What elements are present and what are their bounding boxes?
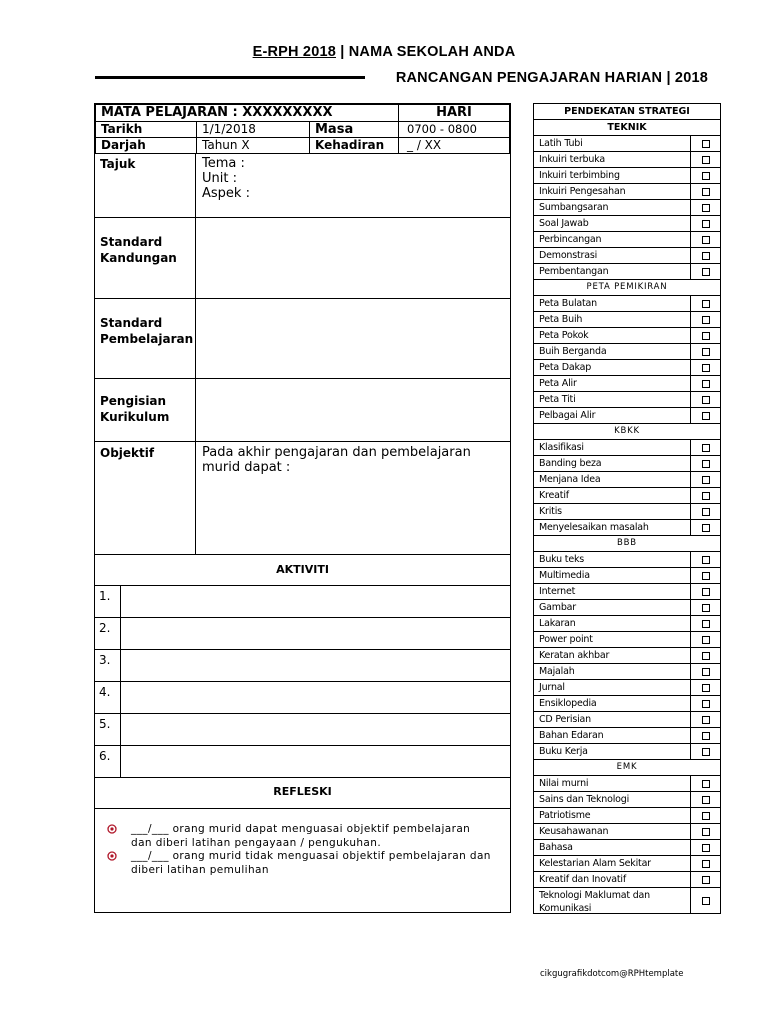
brand-title: E-RPH 2018	[252, 44, 336, 60]
strategy-option-row[interactable]	[534, 264, 720, 280]
strategy-option-label: Majalah	[534, 664, 691, 679]
objective-field[interactable]: Pada akhir pengajaran dan pembelajaran murid dapat :	[202, 445, 471, 475]
strategy-checkbox[interactable]	[691, 472, 720, 487]
strategy-option-label: Lakaran	[534, 616, 691, 631]
strategy-option-label: Keusahawanan	[534, 824, 691, 839]
target-bullet-icon	[107, 850, 131, 866]
strategy-checkbox[interactable]	[691, 840, 720, 855]
strategy-checkbox[interactable]	[691, 440, 720, 455]
strategy-option-row[interactable]	[534, 680, 720, 696]
strategy-option-label: Kritis	[534, 504, 691, 519]
strategy-checkbox[interactable]	[691, 584, 720, 599]
time-label: Masa	[310, 122, 399, 138]
strategy-checkbox[interactable]	[691, 872, 720, 887]
checkbox-square-icon	[702, 524, 710, 532]
time-value[interactable]: 0700 - 0800	[399, 122, 510, 138]
strategy-option-row[interactable]	[534, 712, 720, 728]
strategy-checkbox[interactable]	[691, 328, 720, 343]
strategy-option-label: Ensiklopedia	[534, 696, 691, 711]
checkbox-square-icon	[702, 236, 710, 244]
strategy-option-label: Pembentangan	[534, 264, 691, 279]
target-bullet-icon	[107, 823, 131, 839]
strategy-checkbox[interactable]	[691, 664, 720, 679]
strategy-checkbox[interactable]	[691, 184, 720, 199]
strategy-option-label: Peta Bulatan	[534, 296, 691, 311]
checkbox-square-icon	[702, 172, 710, 180]
strategy-option-label: Inkuiri Pengesahan	[534, 184, 691, 199]
header-title	[0, 44, 768, 60]
strategy-checkbox[interactable]	[691, 232, 720, 247]
strategy-option-row[interactable]	[534, 152, 720, 168]
strategy-option-row[interactable]	[534, 552, 720, 568]
curriculum-label: Pengisian Kurikulum	[95, 379, 196, 441]
checkbox-square-icon	[702, 156, 710, 164]
strategy-option-label: Perbincangan	[534, 232, 691, 247]
activity-row[interactable]	[95, 585, 510, 617]
strategy-checkbox[interactable]	[691, 680, 720, 695]
strategy-option-label: Klasifikasi	[534, 440, 691, 455]
checkbox-square-icon	[702, 380, 710, 388]
checkbox-square-icon	[702, 316, 710, 324]
strategy-checkbox[interactable]	[691, 296, 720, 311]
curriculum-section	[95, 378, 510, 441]
objective-label: Objektif	[95, 442, 196, 554]
strategy-option-label: Patriotisme	[534, 808, 691, 823]
activity-row[interactable]	[95, 649, 510, 681]
topic-theme: Tema :	[202, 156, 245, 171]
panel-section-heading: EMK	[534, 760, 720, 776]
strategy-option-label: Internet	[534, 584, 691, 599]
strategy-option-label: Menyelesaikan masalah	[534, 520, 691, 535]
checkbox-square-icon	[702, 476, 710, 484]
strategy-option-row[interactable]	[534, 440, 720, 456]
header-rule	[95, 76, 365, 79]
checkbox-square-icon	[702, 300, 710, 308]
strategy-option-row[interactable]	[534, 584, 720, 600]
checkbox-square-icon	[702, 796, 710, 804]
strategy-option-row[interactable]	[534, 184, 720, 200]
strategy-checkbox[interactable]	[691, 248, 720, 263]
strategy-option-label: Buku teks	[534, 552, 691, 567]
reflection-item: ___/___ orang murid dapat menguasai objektif pembelajaran dan diberi latihan pengayaan / pengukuhan.	[107, 823, 500, 850]
checkbox-square-icon	[702, 444, 710, 452]
checkbox-square-icon	[702, 860, 710, 868]
strategy-checkbox[interactable]	[691, 696, 720, 711]
attendance-label: Kehadiran	[310, 138, 399, 154]
strategy-option-row[interactable]	[534, 296, 720, 312]
strategy-option-label: Peta Titi	[534, 392, 691, 407]
strategy-option-row[interactable]	[534, 408, 720, 424]
activity-row[interactable]	[95, 745, 510, 777]
strategy-checkbox[interactable]	[691, 888, 720, 913]
strategy-option-label: CD Perisian	[534, 712, 691, 727]
checkbox-square-icon	[702, 732, 710, 740]
topic-section	[95, 153, 510, 217]
strategy-option-label: Keratan akhbar	[534, 648, 691, 663]
strategy-option-row[interactable]	[534, 856, 720, 872]
checkbox-square-icon	[702, 556, 710, 564]
strategy-checkbox[interactable]	[691, 376, 720, 391]
strategy-option-row[interactable]	[534, 488, 720, 504]
strategy-option-row[interactable]	[534, 616, 720, 632]
strategy-option-label: Inkuiri terbimbing	[534, 168, 691, 183]
date-value[interactable]: 1/1/2018	[197, 122, 310, 138]
panel-section-heading: TEKNIK	[534, 120, 720, 136]
checkbox-square-icon	[702, 668, 710, 676]
standard-content-field[interactable]	[196, 218, 510, 298]
checkbox-square-icon	[702, 588, 710, 596]
strategy-option-row[interactable]	[534, 504, 720, 520]
checkbox-square-icon	[702, 188, 710, 196]
standard-learning-section	[95, 298, 510, 378]
strategy-checkbox[interactable]	[691, 488, 720, 503]
activity-number: 3.	[95, 650, 121, 681]
activity-title: AKTIVITI	[95, 554, 510, 585]
strategy-option-row[interactable]	[534, 392, 720, 408]
strategy-option-row[interactable]	[534, 840, 720, 856]
strategy-option-row[interactable]	[534, 632, 720, 648]
checkbox-square-icon	[702, 844, 710, 852]
checkbox-square-icon	[702, 364, 710, 372]
checkbox-square-icon	[702, 268, 710, 276]
strategy-option-label: Menjana Idea	[534, 472, 691, 487]
checkbox-square-icon	[702, 700, 710, 708]
strategy-option-label: Soal Jawab	[534, 216, 691, 231]
checkbox-square-icon	[702, 780, 710, 788]
activity-row[interactable]	[95, 681, 510, 713]
objective-section	[95, 441, 510, 554]
strategy-checkbox[interactable]	[691, 728, 720, 743]
strategy-option-row[interactable]	[534, 472, 720, 488]
strategy-option-label: Banding beza	[534, 456, 691, 471]
strategy-checkbox[interactable]	[691, 312, 720, 327]
strategy-option-label: Kreatif	[534, 488, 691, 503]
strategy-checkbox[interactable]	[691, 408, 720, 423]
date-label: Tarikh	[96, 122, 197, 138]
strategy-option-row[interactable]	[534, 136, 720, 152]
checkbox-square-icon	[702, 396, 710, 404]
footer-credit: cikgugrafikdotcom@RPHtemplate	[540, 969, 684, 979]
header-subtitle: RANCANGAN PENGAJARAN HARIAN | 2018	[395, 70, 708, 86]
checkbox-square-icon	[702, 748, 710, 756]
strategy-checkbox[interactable]	[691, 520, 720, 535]
strategy-option-label: Bahasa	[534, 840, 691, 855]
strategy-option-label: Kreatif dan Inovatif	[534, 872, 691, 887]
info-table	[95, 104, 510, 154]
strategy-option-label: Latih Tubi	[534, 136, 691, 151]
activity-number: 4.	[95, 682, 121, 713]
strategy-option-label: Multimedia	[534, 568, 691, 583]
topic-label: Tajuk	[95, 154, 196, 217]
strategy-checkbox[interactable]	[691, 344, 720, 359]
checkbox-square-icon	[702, 876, 710, 884]
topic-aspect: Aspek :	[202, 186, 250, 201]
strategy-option-label: Kelestarian Alam Sekitar	[534, 856, 691, 871]
strategy-option-label: Peta Buih	[534, 312, 691, 327]
panel-title: PENDEKATAN STRATEGI	[534, 104, 720, 120]
checkbox-square-icon	[702, 348, 710, 356]
strategy-option-row[interactable]	[534, 600, 720, 616]
activity-row[interactable]	[95, 713, 510, 745]
strategy-checkbox[interactable]	[691, 744, 720, 759]
activity-number: 6.	[95, 746, 121, 777]
strategy-option-row[interactable]	[534, 728, 720, 744]
topic-fields[interactable]	[196, 154, 510, 217]
checkbox-square-icon	[702, 204, 710, 212]
strategy-checkbox[interactable]	[691, 392, 720, 407]
panel-section-heading: BBB	[534, 536, 720, 552]
class-value[interactable]: Tahun X	[197, 138, 310, 154]
strategy-option-label: Teknologi Maklumat dan Komunikasi	[534, 888, 691, 913]
checkbox-square-icon	[702, 897, 710, 905]
strategy-checkbox[interactable]	[691, 808, 720, 823]
checkbox-square-icon	[702, 220, 710, 228]
topic-unit: Unit :	[202, 171, 237, 186]
standard-content-section	[95, 217, 510, 298]
strategy-option-row[interactable]	[534, 776, 720, 792]
strategy-option-label: Nilai murni	[534, 776, 691, 791]
strategy-checkbox[interactable]	[691, 568, 720, 583]
strategy-option-label: Sumbangsaran	[534, 200, 691, 215]
attendance-value[interactable]: _ / XX	[399, 138, 510, 154]
strategy-option-row[interactable]	[534, 248, 720, 264]
strategy-option-row[interactable]	[534, 456, 720, 472]
strategy-checkbox[interactable]	[691, 616, 720, 631]
strategy-option-label: Inkuiri terbuka	[534, 152, 691, 167]
strategy-checkbox[interactable]	[691, 632, 720, 647]
strategy-option-row[interactable]	[534, 520, 720, 536]
strategy-checkbox[interactable]	[691, 712, 720, 727]
strategy-checkbox[interactable]	[691, 264, 720, 279]
activity-row[interactable]	[95, 617, 510, 649]
strategy-checkbox[interactable]	[691, 648, 720, 663]
subject-field[interactable]: MATA PELAJARAN : XXXXXXXXX	[96, 105, 399, 122]
panel-section-heading: KBKK	[534, 424, 720, 440]
strategy-option-row[interactable]	[534, 744, 720, 760]
checkbox-square-icon	[702, 460, 710, 468]
checkbox-square-icon	[702, 252, 710, 260]
standard-learning-field[interactable]	[196, 299, 510, 378]
school-name: NAMA SEKOLAH ANDA	[348, 44, 516, 60]
strategy-checkbox[interactable]	[691, 200, 720, 215]
strategy-checkbox[interactable]	[691, 168, 720, 183]
strategy-checkbox[interactable]	[691, 456, 720, 471]
strategy-panel	[533, 103, 721, 914]
strategy-option-row[interactable]	[534, 216, 720, 232]
strategy-option-label: Power point	[534, 632, 691, 647]
checkbox-square-icon	[702, 684, 710, 692]
strategy-option-label: Bahan Edaran	[534, 728, 691, 743]
strategy-checkbox[interactable]	[691, 136, 720, 151]
checkbox-square-icon	[702, 492, 710, 500]
strategy-option-row[interactable]	[534, 312, 720, 328]
reflection-title: REFLESKI	[95, 777, 510, 808]
strategy-option-label: Demonstrasi	[534, 248, 691, 263]
strategy-checkbox[interactable]	[691, 600, 720, 615]
day-field[interactable]: HARI	[399, 105, 510, 122]
strategy-option-row[interactable]	[534, 872, 720, 888]
strategy-option-row[interactable]	[534, 824, 720, 840]
strategy-option-label: Peta Alir	[534, 376, 691, 391]
curriculum-field[interactable]	[196, 379, 510, 441]
checkbox-square-icon	[702, 636, 710, 644]
strategy-option-label: Buih Berganda	[534, 344, 691, 359]
strategy-checkbox[interactable]	[691, 504, 720, 519]
reflection-item: ___/___ orang murid tidak menguasai objektif pembelajaran dan diberi latihan pemulihan	[107, 850, 500, 877]
strategy-checkbox[interactable]	[691, 216, 720, 231]
reflection-section[interactable]	[95, 808, 510, 913]
checkbox-square-icon	[702, 508, 710, 516]
checkbox-square-icon	[702, 604, 710, 612]
strategy-option-row[interactable]	[534, 200, 720, 216]
strategy-option-row[interactable]	[534, 664, 720, 680]
strategy-option-label: Buku Kerja	[534, 744, 691, 759]
checkbox-square-icon	[702, 828, 710, 836]
strategy-option-row[interactable]	[534, 568, 720, 584]
strategy-checkbox[interactable]	[691, 856, 720, 871]
strategy-option-row[interactable]	[534, 328, 720, 344]
strategy-option-label: Pelbagai Alir	[534, 408, 691, 423]
checkbox-square-icon	[702, 572, 710, 580]
checkbox-square-icon	[702, 140, 710, 148]
header-separator: |	[340, 44, 345, 60]
strategy-option-row[interactable]	[534, 792, 720, 808]
activity-number: 1.	[95, 586, 121, 617]
checkbox-square-icon	[702, 812, 710, 820]
strategy-checkbox[interactable]	[691, 776, 720, 791]
strategy-option-row[interactable]	[534, 168, 720, 184]
checkbox-square-icon	[702, 652, 710, 660]
strategy-checkbox[interactable]	[691, 824, 720, 839]
strategy-checkbox[interactable]	[691, 152, 720, 167]
strategy-option-row[interactable]	[534, 344, 720, 360]
activity-number: 5.	[95, 714, 121, 745]
checkbox-square-icon	[702, 716, 710, 724]
strategy-checkbox[interactable]	[691, 552, 720, 567]
strategy-option-label: Peta Pokok	[534, 328, 691, 343]
standard-content-label: Standard Kandungan	[95, 218, 196, 298]
standard-learning-label: Standard Pembelajaran	[95, 299, 196, 378]
checkbox-square-icon	[702, 620, 710, 628]
class-label: Darjah	[96, 138, 197, 154]
checkbox-square-icon	[702, 412, 710, 420]
strategy-option-label: Jurnal	[534, 680, 691, 695]
checkbox-square-icon	[702, 332, 710, 340]
strategy-option-row[interactable]	[534, 696, 720, 712]
strategy-checkbox[interactable]	[691, 360, 720, 375]
strategy-option-label: Peta Dakap	[534, 360, 691, 375]
strategy-option-row[interactable]	[534, 888, 720, 914]
strategy-option-row[interactable]	[534, 648, 720, 664]
strategy-option-row[interactable]	[534, 808, 720, 824]
panel-section-heading: PETA PEMIKIRAN	[534, 280, 720, 296]
strategy-option-row[interactable]	[534, 232, 720, 248]
lesson-form	[94, 103, 511, 913]
strategy-checkbox[interactable]	[691, 792, 720, 807]
activity-number: 2.	[95, 618, 121, 649]
strategy-option-row[interactable]	[534, 360, 720, 376]
strategy-option-label: Sains dan Teknologi	[534, 792, 691, 807]
strategy-option-label: Gambar	[534, 600, 691, 615]
strategy-option-row[interactable]	[534, 376, 720, 392]
